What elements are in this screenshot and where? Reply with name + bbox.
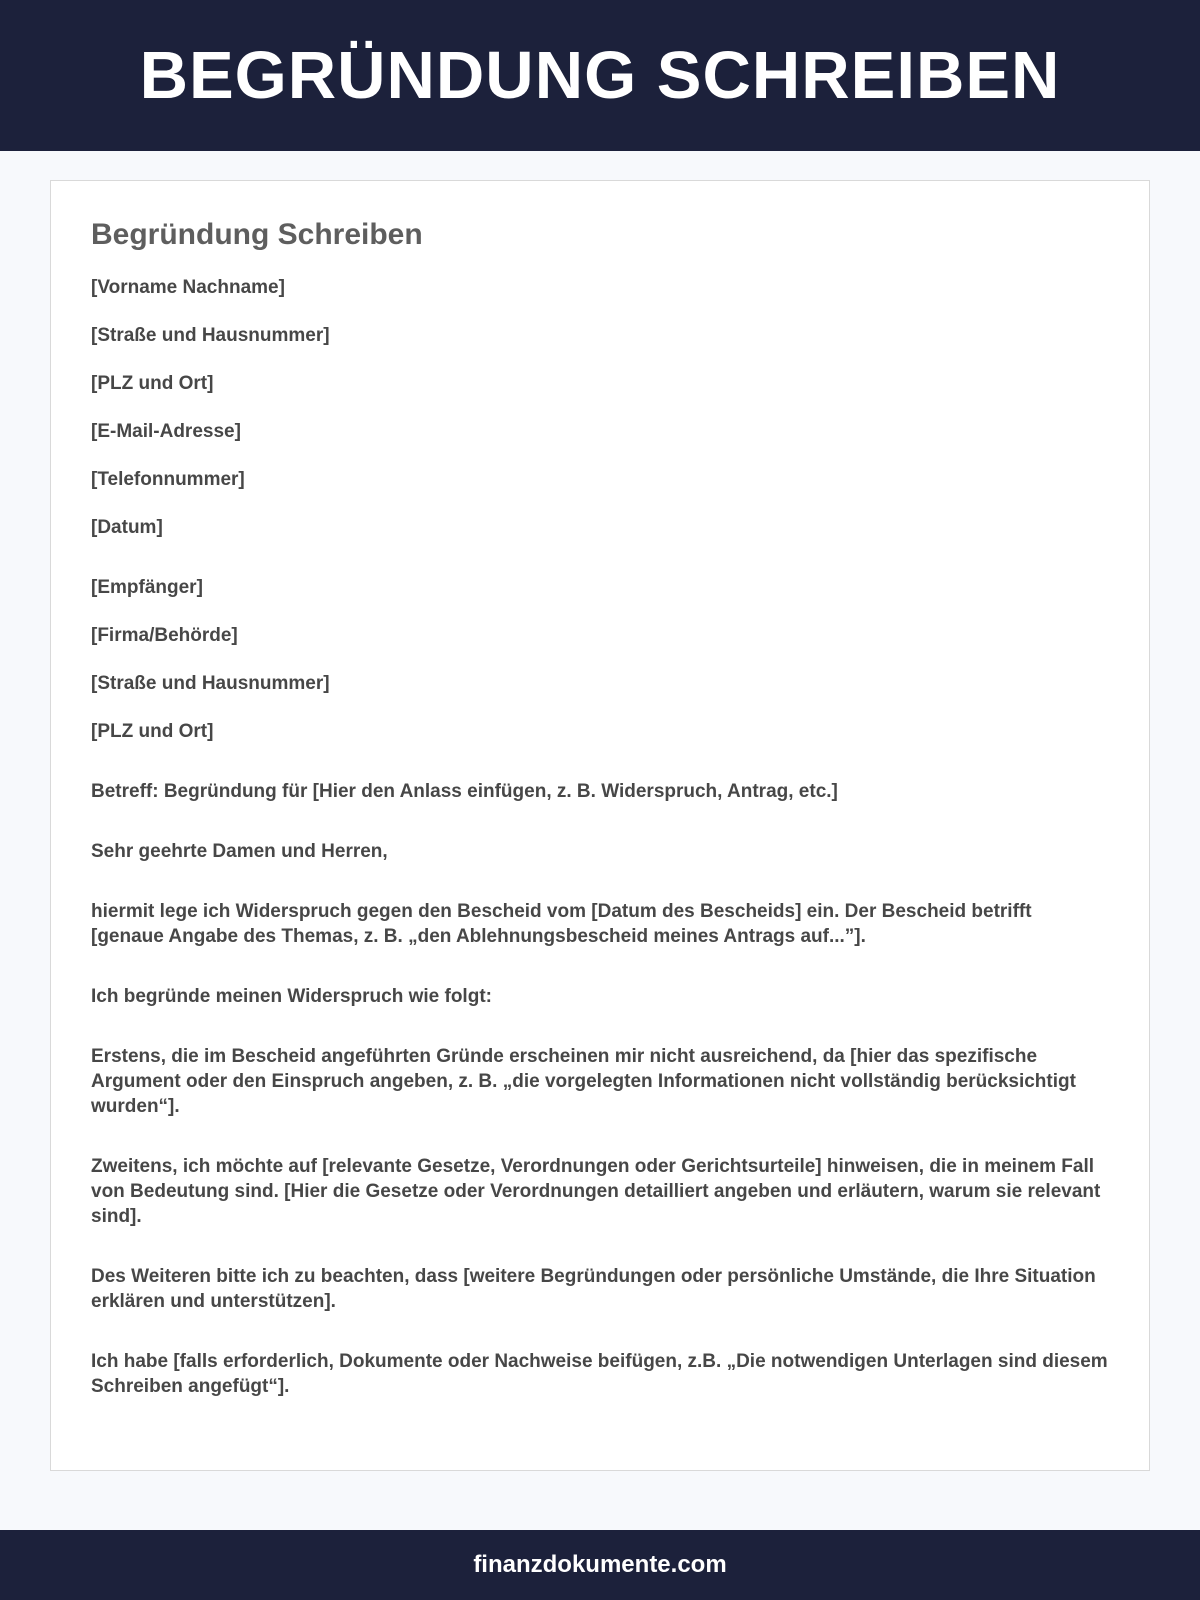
footer-site: finanzdokumente.com: [473, 1551, 727, 1578]
footer-banner: [0, 1530, 1200, 1600]
recipient-line: [PLZ und Ort]: [91, 721, 214, 742]
sender-block: [91, 275, 1109, 540]
header-banner: [0, 0, 1200, 151]
body-paragraph: Des Weiteren bitte ich zu beachten, dass [weitere Begründungen oder persönliche Umstände, die Ihre Situation erklären und unterstützen].: [91, 1266, 1096, 1312]
sender-line: [Straße und Hausnummer]: [91, 325, 330, 346]
body-paragraph: Ich habe [falls erforderlich, Dokumente oder Nachweise beifügen, z.B. „Die notwendigen Unterlagen sind diesem Schreiben angefügt“].: [91, 1351, 1108, 1397]
body-paragraph: Ich begründe meinen Widerspruch wie folgt:: [91, 986, 492, 1007]
subject-line: Betreff: Begründung für [Hier den Anlass einfügen, z. B. Widerspruch, Antrag, etc.]: [91, 781, 838, 802]
body-paragraph: Erstens, die im Bescheid angeführten Gründe erscheinen mir nicht ausreichend, da [hier das spezifische Argument oder den Einspruch angeben, z. B. „die vorgelegten Informationen nicht vollständig berücksichtigt wurden“].: [91, 1046, 1076, 1117]
sender-line: [E-Mail-Adresse]: [91, 421, 241, 442]
sender-line: [PLZ und Ort]: [91, 373, 214, 394]
salutation: Sehr geehrte Damen und Herren,: [91, 841, 388, 862]
sender-line: [Datum]: [91, 517, 163, 538]
recipient-line: [Empfänger]: [91, 577, 203, 598]
sender-line: [Vorname Nachname]: [91, 277, 285, 298]
body-paragraph: hiermit lege ich Widerspruch gegen den Bescheid vom [Datum des Bescheids] ein. Der Bescheid betrifft [genaue Angabe des Themas, z. B. „den Ablehnungsbescheid meines Antrags auf...”].: [91, 901, 1032, 947]
sender-line: [Telefonnummer]: [91, 469, 245, 490]
body-paragraph: Zweitens, ich möchte auf [relevante Gesetze, Verordnungen oder Gerichtsurteile] hinweisen, die in meinem Fall von Bedeutung sind. [Hier die Gesetze oder Verordnungen detailliert angeben und erläutern, warum sie relevant sind].: [91, 1156, 1101, 1227]
recipient-line: [Firma/Behörde]: [91, 625, 238, 646]
recipient-line: [Straße und Hausnummer]: [91, 673, 330, 694]
document-title: Begründung Schreiben: [91, 218, 423, 251]
document-card: [50, 180, 1150, 1471]
recipient-block: [91, 575, 1109, 744]
page-title: BEGRÜNDUNG SCHREIBEN: [139, 38, 1061, 113]
